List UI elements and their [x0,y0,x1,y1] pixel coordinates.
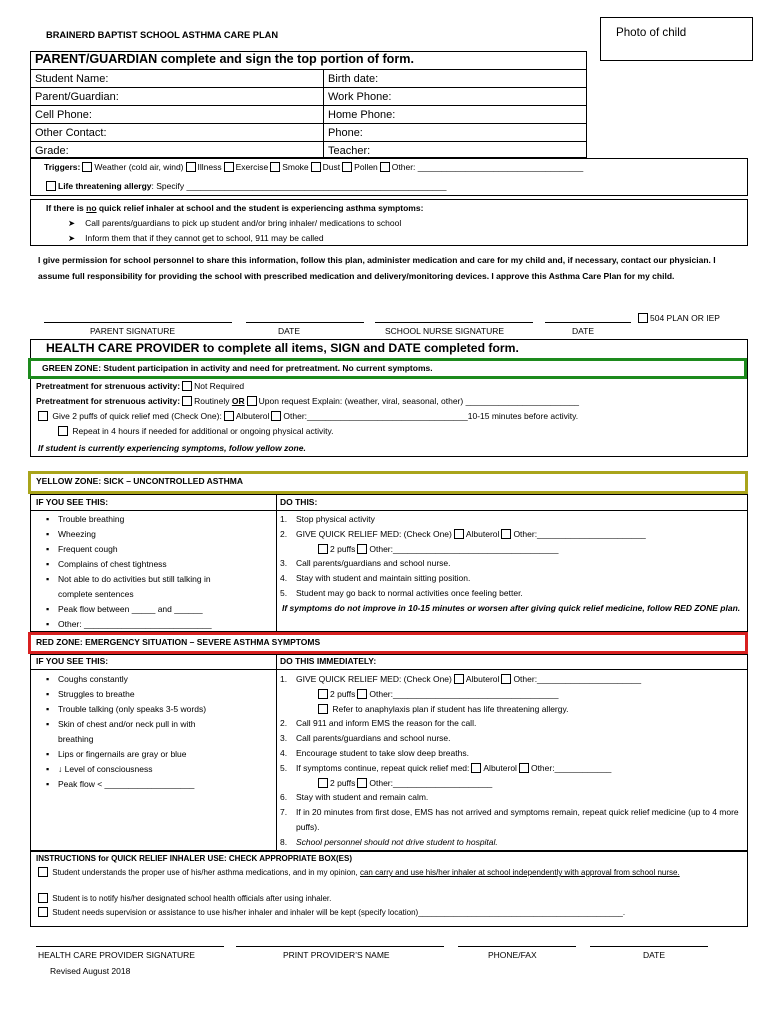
list-item: 2 puffs Other:_____________________ [280,776,742,791]
yellow-zone-title: YELLOW ZONE: SICK – UNCONTROLLED ASTHMA [36,476,243,486]
list-item: ▪ Complains of chest tightness [44,557,212,572]
instruction-option-1: Student understands the proper use of his/her asthma medications, and in my opinion, can carry and use his/her inhaler at school independently with approval from school nurse. [36,867,736,879]
plan-504-row [636,313,720,323]
list-item: 7. If in 20 minutes from first dose, EMS has not arrived and symptoms remain, repeat quick relief medicine (up to 4 more puffs). [280,807,739,832]
trigger-smoke: Smoke [282,162,309,172]
trigger-exercise: Exercise [235,162,269,172]
list-item: ▪ Lips or fingernails are gray or blue [44,747,206,762]
nurse-date-label: DATE [572,326,595,336]
albuterol-checkbox[interactable] [471,763,481,773]
yellow-warning: If symptoms do not improve in 10-15 minutes or worsen after giving quick relief medicine, follow RED ZONE plan. [282,603,741,613]
field-birth-date[interactable]: Birth date: [328,73,379,85]
green-pre1-row: Pretreatment for strenuous activity: Not Required [36,381,245,391]
list-item: ▪ ↓ Level of consciousness [44,762,206,777]
green-follow-note: If student is currently experiencing symptoms, follow yellow zone. [38,443,306,453]
revised-note: Revised August 2018 [50,966,131,976]
field-cell-phone[interactable]: Cell Phone: [35,109,92,121]
instructions-title: INSTRUCTIONS for QUICK RELIEF INHALER USE: CHECK APPROPRIATE BOX(ES) [36,854,353,863]
list-item: ▪ Not able to do activities but still talking in [44,572,212,587]
list-item: ▪ Wheezing [44,527,212,542]
other-med-checkbox[interactable] [271,411,281,421]
green-zone-title: GREEN ZONE: Student participation in activity and need for pretreatment. No current symptoms. [42,363,433,373]
trigger-checkbox[interactable] [311,162,321,172]
albuterol-checkbox[interactable] [454,529,464,539]
field-other-contact[interactable]: Other Contact: [35,127,107,139]
other-dose-checkbox[interactable] [357,544,367,554]
albuterol-checkbox[interactable] [224,411,234,421]
parent-signature-label: PARENT SIGNATURE [90,326,176,336]
list-item: 1. Stop physical activity [280,514,375,524]
list-item: 6. Stay with student and remain calm. [280,792,429,803]
yellow-see-head: IF YOU SEE THIS: [36,497,109,507]
independent-use-checkbox[interactable] [38,867,48,877]
red-symptom-list [44,672,206,792]
trigger-pollen: Pollen [354,162,378,172]
phone-fax-label: PHONE/FAX [488,950,537,960]
trigger-checkbox[interactable] [186,162,196,172]
list-item: ▪ Other: ___________________________ [44,617,212,632]
yellow-steps-list [280,512,742,601]
trigger-other: Other: ___________________________________ [391,162,584,172]
other-dose-checkbox[interactable] [357,778,367,788]
trigger-checkbox[interactable] [342,162,352,172]
green-repeat-row: Repeat in 4 hours if needed for additional or ongoing physical activity. [56,426,334,436]
other-med-checkbox[interactable] [501,529,511,539]
field-home-phone[interactable]: Home Phone: [328,109,396,121]
list-item: 4. Encourage student to take slow deep breaths. [280,747,469,758]
list-item: ▪ Peak flow between _____ and ______ [44,602,212,617]
field-grade[interactable]: Grade: [35,145,69,157]
provider-name-label: PRINT PROVIDER’S NAME [283,950,390,960]
field-teacher[interactable]: Teacher: [328,145,371,157]
list-item: complete sentences [58,589,134,599]
green-pre2-row: Pretreatment for strenuous activity: Routinely OR Upon request Explain: (weather, viral, seasonal, other) ________________________ [36,396,580,406]
upon-request-checkbox[interactable] [247,396,257,406]
life-threatening-checkbox[interactable] [46,181,56,191]
red-steps-list [280,672,742,850]
trigger-weather: Weather (cold air, wind) [94,162,184,172]
list-item: 5. Student may go back to normal activities once feeling better. [280,587,523,598]
photo-box[interactable] [600,17,753,61]
two-puffs-checkbox[interactable] [318,544,328,554]
two-puffs-checkbox[interactable] [318,689,328,699]
trigger-checkbox[interactable] [270,162,280,172]
list-item: Refer to anaphylaxis plan if student has life threatening allergy. [280,702,742,717]
no-inhaler-item-1: ➤ Call parents/guardians to pick up student and/or bring inhaler/ medications to school [68,218,402,228]
parent-fields-right [328,70,395,160]
supervision-checkbox[interactable] [38,907,48,917]
instruction-option-2: Student is to notify his/her designated school health officials after using inhaler. [36,893,331,903]
other-med-checkbox[interactable] [519,763,529,773]
give-puffs-checkbox[interactable] [38,411,48,421]
notify-officials-checkbox[interactable] [38,893,48,903]
list-item: 2. GIVE QUICK RELIEF MED: (Check One) Albuterol Other:_______________________ [280,528,646,539]
photo-label: Photo of child [616,26,687,39]
plan-504-label: 504 PLAN OR IEP [650,313,720,323]
list-item: 3. Call parents/guardians and school nurse. [280,733,451,744]
albuterol-checkbox[interactable] [454,674,464,684]
trigger-checkbox[interactable] [380,162,390,172]
list-item: 4. Stay with student and maintain sitting position. [280,573,471,584]
parent-heading: PARENT/GUARDIAN complete and sign the top portion of form. [35,52,414,66]
life-threatening-row [44,181,447,191]
permission-text: I give permission for school personnel to share this information, follow this plan, administer medication and care for my child and, if necessary, contact our physician. I assume full responsibility for providing the school with prescribed medication and delivery/monitoring devices. I approve this Asthma Care Plan for my child. [38,255,716,281]
list-item: 2. Call 911 and inform EMS the reason for the call. [280,718,477,729]
red-see-head: IF YOU SEE THIS: [36,656,109,666]
field-work-phone[interactable]: Work Phone: [328,91,392,103]
life-threatening-specify[interactable]: : Specify _______________________________________________________ [151,181,447,191]
repeat-checkbox[interactable] [58,426,68,436]
school-title: BRAINERD BAPTIST SCHOOL ASTHMA CARE PLAN [46,30,279,40]
list-item: ▪ Trouble talking (only speaks 3-5 words) [44,702,206,717]
routinely-checkbox[interactable] [182,396,192,406]
not-required-checkbox[interactable] [182,381,192,391]
list-item: 2 puffs Other:___________________________________ [280,542,742,557]
trigger-illness: Illness [197,162,222,172]
list-item: ▪ Frequent cough [44,542,212,557]
list-item: ▪ Skin of chest and/or neck pull in with [44,717,206,732]
list-item: 2 puffs Other:___________________________________ [280,687,742,702]
trigger-dust: Dust [322,162,341,172]
yellow-do-head: DO THIS: [280,497,318,507]
red-do-head: DO THIS IMMEDIATELY: [280,656,377,666]
list-item: ▪ Struggles to breathe [44,687,206,702]
nurse-signature-label: SCHOOL NURSE SIGNATURE [385,326,505,336]
two-puffs-checkbox[interactable] [318,778,328,788]
plan-504-checkbox[interactable] [638,313,648,323]
triggers-row [44,162,583,172]
provider-signature-label: HEALTH CARE PROVIDER SIGNATURE [38,950,195,960]
green-give-row: Give 2 puffs of quick relief med (Check One): Albuterol Other:__________________________________10-15 minutes before activity. [36,411,578,421]
list-item: ▪ Coughs constantly [44,672,206,687]
no-inhaler-lead: If there is no quick relief inhaler at school and the student is experiencing asthma symptoms: [46,203,424,213]
list-item: 5. If symptoms continue, repeat quick relief med: Albuterol Other:____________ [280,762,612,773]
field-phone[interactable]: Phone: [328,127,363,139]
yellow-symptom-list [44,512,212,632]
trigger-checkbox[interactable] [224,162,234,172]
anaphylaxis-checkbox[interactable] [318,704,328,714]
list-item: ▪ Trouble breathing [44,512,212,527]
other-med-checkbox[interactable] [501,674,511,684]
trigger-checkbox[interactable] [82,162,92,172]
no-inhaler-item-2: ➤ Inform them that if they cannot get to school, 911 may be called [68,233,324,243]
provider-heading: HEALTH CARE PROVIDER to complete all items, SIGN and DATE completed form. [46,341,519,355]
list-item: breathing [58,734,94,744]
parent-fields-left [35,70,119,160]
list-item: ▪ Peak flow < ___________________ [44,777,206,792]
red-zone-title: RED ZONE: EMERGENCY SITUATION – SEVERE ASTHMA SYMPTOMS [36,637,321,647]
life-threatening-label: Life threatening allergy [58,181,152,191]
triggers-label: Triggers: [44,162,81,172]
list-item: 3. Call parents/guardians and school nurse. [280,558,451,569]
parent-date-label: DATE [278,326,301,336]
list-item: 1. GIVE QUICK RELIEF MED: (Check One) Albuterol Other:______________________ [280,674,642,684]
field-parent-guardian[interactable]: Parent/Guardian: [35,91,119,103]
instruction-option-3: Student needs supervision or assistance to use his/her inhaler and inhaler will be kept (specify location)______________________________________________. [36,907,625,917]
list-item: 8. School personnel should not drive student to hospital. [280,836,498,847]
other-dose-checkbox[interactable] [357,689,367,699]
footer-date-label: DATE [643,950,666,960]
field-student-name[interactable]: Student Name: [35,73,109,85]
